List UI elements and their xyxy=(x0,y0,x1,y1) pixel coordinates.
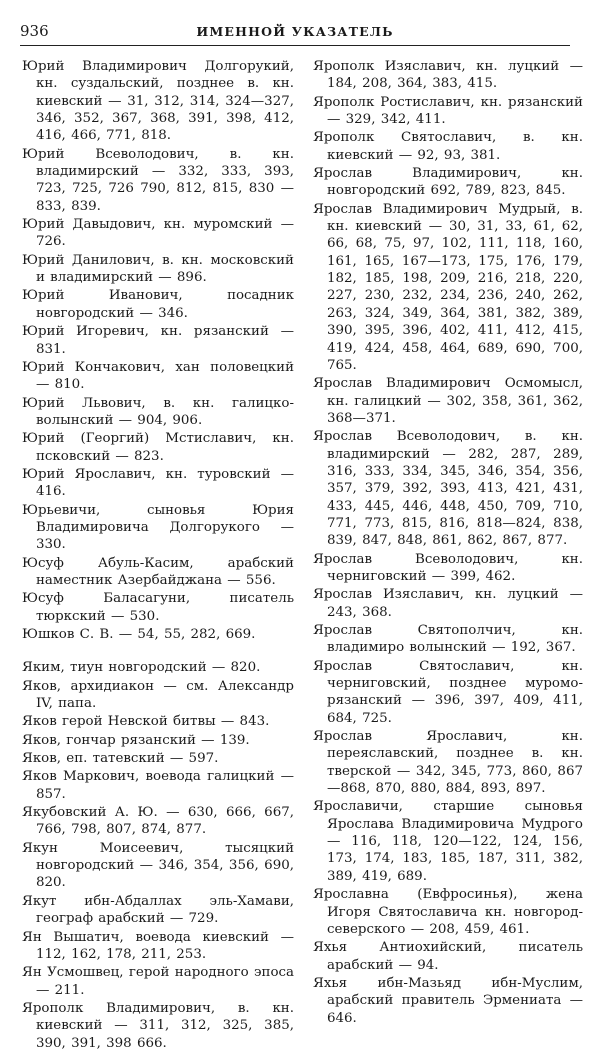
index-entry: Юрий Давыдович, кн. муромский — 726. xyxy=(22,217,294,250)
index-entry: Юрий Иванович, посадник новгородский — 346. xyxy=(22,288,294,321)
index-entry: Яков, гончар рязанский — 139. xyxy=(22,732,250,748)
index-entry: Якубовский А. Ю. — 630, 666, 667, 766, 798, 807, 874, 877. xyxy=(22,805,294,838)
index-entry: Яхья Антиохийский, писатель арабский — 94. xyxy=(313,940,583,973)
index-entry: Ян Усмошвец, герой народного эпоса — 211. xyxy=(22,965,294,998)
index-entry: Ярослав Изяславич, кн. луцкий — 243, 368. xyxy=(313,587,583,620)
index-entry: Яков герой Невской битвы — 843. xyxy=(22,714,270,730)
index-entry: Ярослав Ярославич, кн. переяславский, позднее в. кн. тверской — 342, 345, 773, 860, 867—868, 870, 880, 884, 893, 897. xyxy=(313,729,583,797)
index-entry: Юрий Всеволодович, в. кн. владимирский — 332, 333, 393, 723, 725, 726 790, 812, 815, 830 — 833, 839. xyxy=(22,146,294,214)
index-entry: Ярополк Святославич, в. кн. киевский — 92, 93, 381. xyxy=(313,130,583,163)
index-entry: Яков, еп. татевский — 597. xyxy=(22,751,219,767)
index-column-left xyxy=(22,58,294,1053)
index-entry: Ярополк Изяславич, кн. луцкий — 184, 208, 364, 383, 415. xyxy=(313,59,583,92)
index-column-right xyxy=(313,58,583,1028)
index-entry: Юрий (Георгий) Мстиславич, кн. псковский — 823. xyxy=(22,431,294,464)
index-entry: Ярослав Святополчич, кн. владимиро волынский — 192, 367. xyxy=(313,623,583,656)
index-entry: Ярослав Святославич, кн. черниговский, позднее муромо-рязанский — 396, 397, 409, 411, 684, 725. xyxy=(313,658,583,726)
index-entry: Ян Вышатич, воевода киевский — 112, 162, 178, 211, 253. xyxy=(22,929,294,962)
index-entry: Юсуф Абуль-Касим, арабский наместник Азербайджана — 556. xyxy=(22,555,294,588)
header-rule xyxy=(20,45,570,46)
index-entry: Ярославна (Евфросинья), жена Игоря Святославича кн. новгород-северского — 208, 459, 461. xyxy=(313,887,583,937)
index-entry: Яков Маркович, воевода галицкий — 857. xyxy=(22,769,294,802)
index-entry: Юрий Игоревич, кн. рязанский — 831. xyxy=(22,324,294,357)
index-entry: Юрьевичи, сыновья Юрия Владимировича Долгорукого — 330. xyxy=(22,502,294,553)
page-number: 936 xyxy=(20,22,49,40)
index-entry: Юрий Владимирович Долгорукий, кн. суздальский, позднее в. кн. киевский — 31, 312, 314, 324—327, 346, 352, 367, 368, 391, 398, 412, 416, 466, 771, 818. xyxy=(22,59,294,144)
index-entry: Якун Моисеевич, тысяцкий новгородский — 346, 354, 356, 690, 820. xyxy=(22,840,294,891)
index-entry: Юрий Данилович, в. кн. московский и владимирский — 896. xyxy=(22,252,294,286)
index-entry: Якут ибн-Абдаллах эль-Хамави, географ арабский — 729. xyxy=(22,893,294,927)
index-entry: Ярополк Ростиславич, кн. рязанский — 329, 342, 411. xyxy=(313,94,583,128)
index-entry: Юрий Львович, в. кн. галицко-волынский — 904, 906. xyxy=(22,395,294,428)
index-entry: Ярослав Владимирович Осмомысл, кн. галицкий — 302, 358, 361, 362, 368—371. xyxy=(313,376,583,426)
index-entry: Яхья ибн-Мазьяд ибн-Муслим, арабский правитель Эрмениата — 646. xyxy=(313,975,583,1026)
index-entry: Юрий Ярославич, кн. туровский — 416. xyxy=(22,466,294,500)
index-entry: Ярослав Владимирович Мудрый, в. кн. киевский — 30, 31, 33, 61, 62, 66, 68, 75, 97, 102, 111, 118, 160, 161, 165, 167—173, 175, 176, 179, 182, 185, 198, 209, 216, 218, 220, 227, 230, 232, 234, 236, 240, 262, 263, 324, 349, 364, 381, 382, 389, 390, 395, 396, 402, 411, 412, 415, 419, 424, 458, 464, 689, 690, 700, 765. xyxy=(313,201,583,373)
page-header xyxy=(20,20,570,42)
index-entry: Ярослав Владимирович, кн. новгородский 692, 789, 823, 845. xyxy=(313,166,583,199)
index-entry: Ярослав Всеволодович, кн. черниговский — 399, 462. xyxy=(313,551,583,584)
index-entry: Ярослав Всеволодович, в. кн. владимирский — 282, 287, 289, 316, 333, 334, 345, 346, 354, 356, 357, 379, 392, 393, 413, 421, 431, 433, 445, 446, 448, 450, 709, 710, 771, 773, 815, 816, 818—824, 838, 839, 847, 848, 861, 862, 867, 877. xyxy=(313,429,583,549)
running-title: ИМЕННОЙ УКАЗАТЕЛЬ xyxy=(196,24,394,39)
index-entry: Ярославичи, старшие сыновья Ярослава Владимировича Мудрого — 116, 118, 120—122, 124, 156, 173, 174, 183, 185, 187, 311, 382, 389, 419, 689. xyxy=(313,799,583,884)
index-entry: Юсуф Баласагуни, писатель тюркский — 530. xyxy=(22,591,294,624)
index-entry: Яков, архидиакон — см. Александр IV, папа. xyxy=(22,678,294,712)
index-entry: Юшков С. В. — 54, 55, 282, 669. xyxy=(22,627,256,642)
index-entry: Юрий Кончакович, хан половецкий — 810. xyxy=(22,359,294,393)
index-entry: Ярополк Владимирович, в. кн. киевский — 311, 312, 325, 385, 390, 391, 398 666. xyxy=(22,1000,294,1051)
index-entry-section-start: Яким, тиун новгородский — 820. xyxy=(22,660,261,676)
